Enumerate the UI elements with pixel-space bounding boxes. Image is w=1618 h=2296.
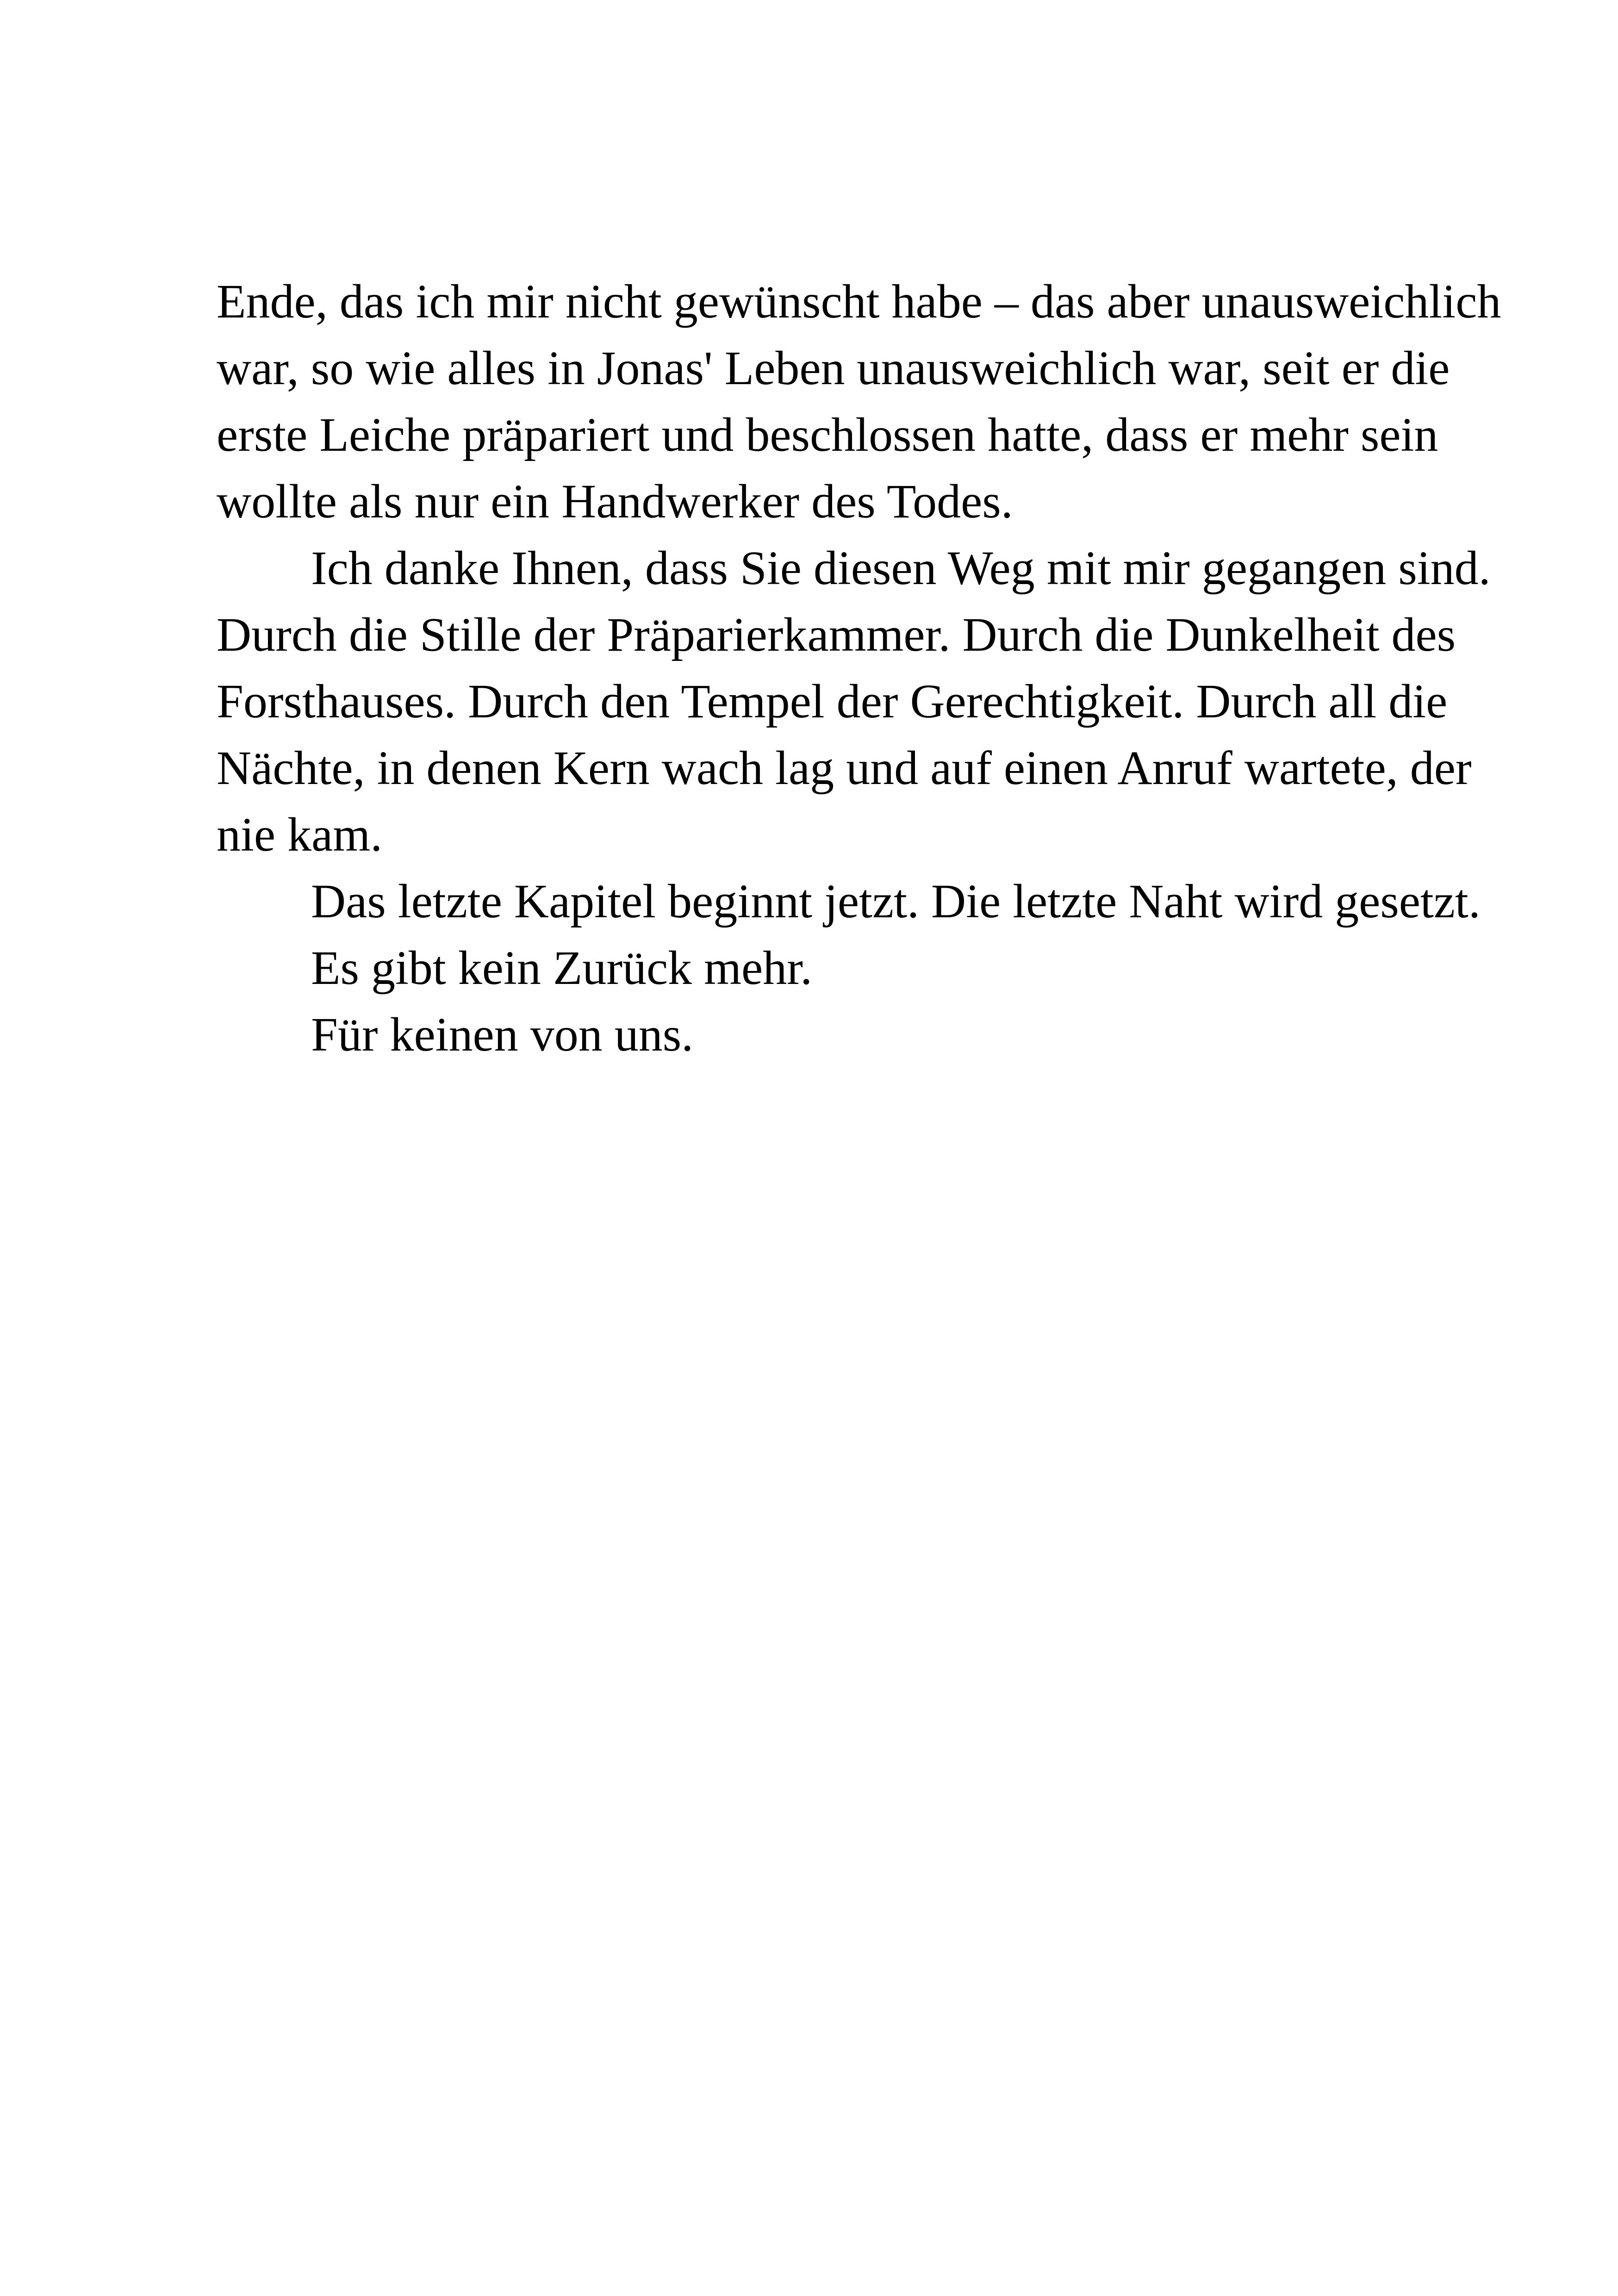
paragraph: [217, 535, 1491, 868]
text-line: nie kam.: [217, 808, 383, 861]
paragraph: [217, 268, 1501, 535]
paragraph: [217, 935, 1416, 1002]
paragraph: [217, 1002, 1416, 1068]
text-line: Es gibt kein Zurück mehr.: [311, 941, 813, 995]
paragraph: [217, 868, 1481, 935]
text-line: erste Leiche präpariert und beschlossen hatte, dass er mehr sein: [217, 408, 1438, 461]
text-line: war, so wie alles in Jonas' Leben unausweichlich war, seit er die: [217, 342, 1450, 395]
text-line: Nächte, in denen Kern wach lag und auf einen Anruf wartete, der: [217, 741, 1472, 795]
text-line: Ich danke Ihnen, dass Sie diesen Weg mit mir gegangen sind.: [311, 541, 1491, 595]
text-line: Für keinen von uns.: [311, 1008, 694, 1061]
text-line: Ende, das ich mir nicht gewünscht habe – das aber unausweichlich: [217, 275, 1501, 328]
body-text: [217, 268, 1501, 1068]
text-line: Forsthauses. Durch den Tempel der Gerechtigkeit. Durch all die: [217, 675, 1448, 728]
text-line: wollte als nur ein Handwerker des Todes.: [217, 475, 1013, 528]
text-line: Das letzte Kapitel beginnt jetzt. Die letzte Naht wird gesetzt.: [311, 875, 1481, 928]
text-line: Durch die Stille der Präparierkammer. Durch die Dunkelheit des: [217, 608, 1456, 661]
